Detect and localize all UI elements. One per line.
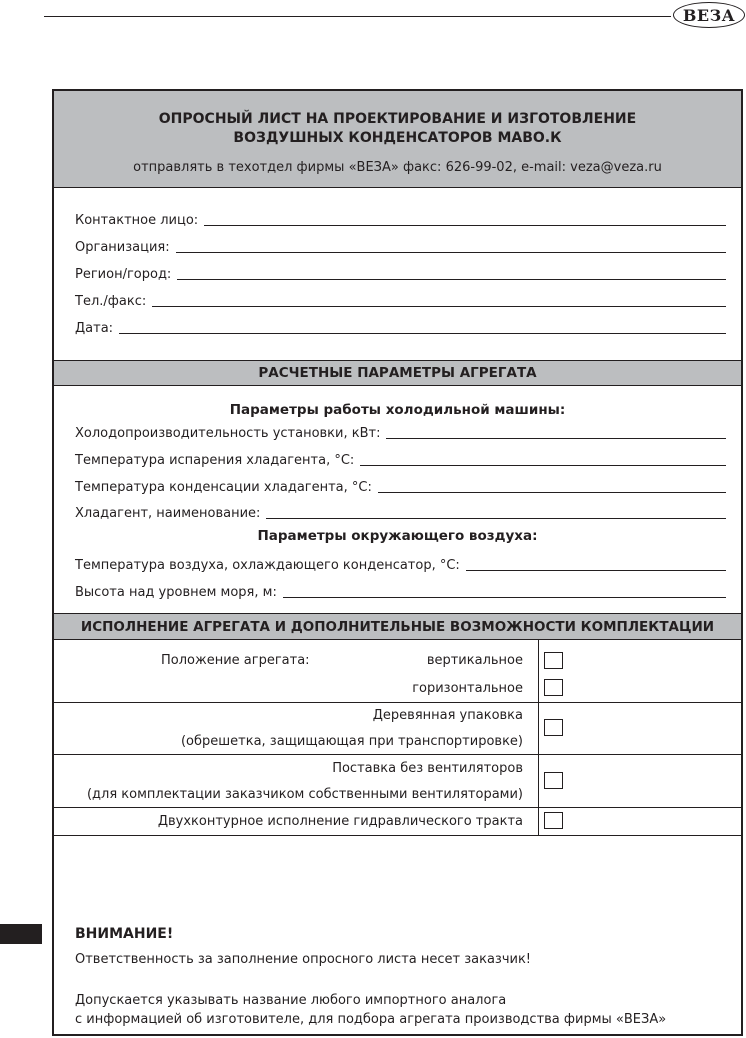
organization-input[interactable] <box>176 240 726 253</box>
refrigerant-label: Хладагент, наименование: <box>75 506 261 521</box>
phone-fax-input[interactable] <box>152 294 726 307</box>
air-temp-row <box>75 554 726 574</box>
cooling-capacity-row <box>75 422 726 442</box>
air-temp-label: Температура воздуха, охлаждающего конденсатор, °С: <box>75 558 460 573</box>
wood-pack-checkbox[interactable] <box>544 719 563 736</box>
altitude-input[interactable] <box>283 585 726 598</box>
attention-line3: с информацией об изготовителе, для подбора агрегата производства фирмы «ВЕЗА» <box>75 1012 667 1027</box>
send-to-text: отправлять в техотдел фирмы «ВЕЗА» факс: 626-99-02, e-mail: veza@veza.ru <box>133 160 662 175</box>
altitude-label: Высота над уровнем моря, м: <box>75 585 277 600</box>
top-rule <box>44 16 671 17</box>
position-label: Положение агрегата: <box>161 653 310 668</box>
attention-line2: Допускается указывать название любого импортного аналога <box>75 993 507 1008</box>
evaporation-temp-row <box>75 449 726 469</box>
refrigerant-input[interactable] <box>266 506 726 519</box>
options-band <box>54 613 741 640</box>
condensation-temp-row <box>75 476 726 496</box>
date-row <box>75 317 726 337</box>
evaporation-temp-label: Температура испарения хладагента, °С: <box>75 453 355 468</box>
contact-person-row <box>75 209 726 229</box>
no-fans-checkbox[interactable] <box>544 772 563 789</box>
questionnaire-form <box>52 89 743 1036</box>
wood-pack-label: Деревянная упаковка <box>372 708 523 723</box>
cooling-capacity-label: Холодопроизводительность установки, кВт: <box>75 426 381 441</box>
region-label: Регион/город: <box>75 267 172 282</box>
organization-row <box>75 236 726 256</box>
organization-label: Организация: <box>75 240 170 255</box>
options-row-divider-4 <box>54 835 741 836</box>
options-row-divider-1 <box>54 702 741 703</box>
horizontal-checkbox[interactable] <box>544 679 563 696</box>
calc-params-title: РАСЧЕТНЫЕ ПАРАМЕТРЫ АГРЕГАТА <box>258 365 537 381</box>
horizontal-label: горизонтальное <box>412 681 523 696</box>
region-row <box>75 263 726 283</box>
refrigerant-row <box>75 502 726 522</box>
options-row-divider-2 <box>54 754 741 755</box>
date-input[interactable] <box>119 321 726 334</box>
altitude-row <box>75 581 726 601</box>
form-title-line1: ОПРОСНЫЙ ЛИСТ НА ПРОЕКТИРОВАНИЕ И ИЗГОТОВЛЕНИЕ <box>158 111 637 127</box>
date-label: Дата: <box>75 321 114 336</box>
options-row-divider-3 <box>54 807 741 808</box>
condensation-temp-label: Температура конденсации хладагента, °С: <box>75 480 372 495</box>
logo-text: ВЕЗА <box>682 5 736 25</box>
phone-fax-row <box>75 290 726 310</box>
phone-fax-label: Тел./факс: <box>75 294 147 309</box>
dual-circuit-checkbox[interactable] <box>544 812 563 829</box>
wood-pack-note: (обрешетка, защищающая при транспортировке) <box>180 734 523 749</box>
contact-person-label: Контактное лицо: <box>75 213 199 228</box>
cooling-capacity-input[interactable] <box>386 426 726 439</box>
attention-title: ВНИМАНИЕ! <box>75 926 174 942</box>
evaporation-temp-input[interactable] <box>360 453 726 466</box>
side-tab <box>0 924 42 944</box>
dual-circuit-label: Двухконтурное исполнение гидравлического тракта <box>157 814 523 829</box>
air-params-subtitle: Параметры окружающего воздуха: <box>257 528 538 544</box>
vertical-checkbox[interactable] <box>544 652 563 669</box>
no-fans-note: (для комплектации заказчиком собственными вентиляторами) <box>86 787 523 802</box>
vertical-label: вертикальное <box>426 653 523 668</box>
air-temp-input[interactable] <box>466 558 726 571</box>
contact-person-input[interactable] <box>204 213 726 226</box>
form-header <box>54 91 741 188</box>
calc-params-band <box>54 360 741 386</box>
veza-logo <box>673 2 745 28</box>
machine-params-subtitle: Параметры работы холодильной машины: <box>229 402 566 418</box>
options-column-divider <box>538 640 539 835</box>
options-title: ИСПОЛНЕНИЕ АГРЕГАТА И ДОПОЛНИТЕЛЬНЫЕ ВОЗМОЖНОСТИ КОМПЛЕКТАЦИИ <box>80 618 715 635</box>
region-input[interactable] <box>177 267 726 280</box>
condensation-temp-input[interactable] <box>378 480 726 493</box>
form-title-line2: ВОЗДУШНЫХ КОНДЕНСАТОРОВ МАВО.К <box>233 130 562 146</box>
no-fans-label: Поставка без вентиляторов <box>332 761 523 776</box>
attention-line1: Ответственность за заполнение опросного листа несет заказчик! <box>75 952 532 967</box>
